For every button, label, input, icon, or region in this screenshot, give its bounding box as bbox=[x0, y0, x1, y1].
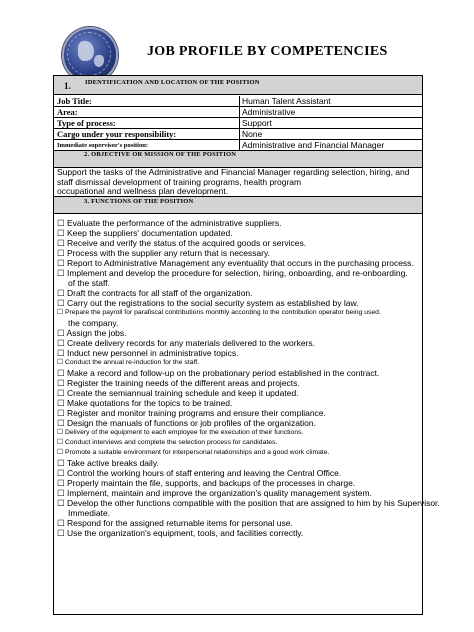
function-text: Implement and develop the procedure for selection, hiring, onboarding, and re-onboarding. bbox=[66, 268, 408, 278]
objective-line: Support the tasks of the Administrative and Financial Manager regarding selection, hiring, and bbox=[57, 167, 410, 177]
function-text: Promote a suitable environment for interpersonal relationships and a good work climate. bbox=[64, 449, 330, 456]
checkbox-bullet-icon: ☐ bbox=[57, 478, 67, 488]
function-text: Make a record and follow-up on the probationary period established in the contract. bbox=[66, 368, 380, 378]
function-item bbox=[57, 308, 381, 318]
function-item bbox=[57, 518, 293, 528]
function-continuation bbox=[68, 278, 110, 288]
function-item bbox=[57, 388, 299, 398]
field-label: Type of process: bbox=[57, 118, 116, 128]
checkbox-bullet-icon: ☐ bbox=[57, 418, 67, 428]
section-title: 3. FUNCTIONS OF THE POSITION bbox=[84, 198, 194, 205]
function-item bbox=[57, 438, 277, 448]
function-text: Immediate. bbox=[68, 508, 111, 518]
checkbox-bullet-icon: ☐ bbox=[57, 238, 67, 248]
checkbox-bullet-icon: ☐ bbox=[57, 518, 67, 528]
function-text: Induct new personnel in administrative topics. bbox=[66, 348, 239, 358]
function-text: Keep the suppliers' documentation updated. bbox=[66, 228, 233, 238]
function-item bbox=[57, 268, 408, 278]
field-label: Area: bbox=[57, 107, 78, 117]
function-item bbox=[57, 418, 316, 428]
field-value: Human Talent Assistant bbox=[242, 96, 331, 106]
function-text: Conduct interviews and complete the selection process for candidates. bbox=[64, 439, 278, 446]
checkbox-bullet-icon: ☐ bbox=[57, 218, 67, 228]
function-text: Control the working hours of staff entering and leaving the Central Office. bbox=[66, 468, 342, 478]
section-identification-header bbox=[53, 75, 423, 95]
field-value: Support bbox=[242, 118, 272, 128]
objective-line: staff dismissal development of training programs, health program bbox=[57, 176, 302, 187]
checkbox-bullet-icon: ☐ bbox=[57, 348, 67, 358]
checkbox-bullet-icon: ☐ bbox=[57, 298, 67, 308]
checkbox-bullet-icon: ☐ bbox=[57, 528, 67, 538]
section-objective-header bbox=[53, 150, 423, 168]
function-continuation bbox=[68, 508, 110, 518]
section-title: IDENTIFICATION AND LOCATION OF THE POSITION bbox=[85, 79, 260, 86]
function-text: Conduct the annual re-induction for the staff. bbox=[64, 359, 199, 366]
function-item bbox=[57, 298, 358, 308]
field-value: Administrative and Financial Manager bbox=[242, 140, 385, 150]
checkbox-bullet-icon: ☐ bbox=[57, 488, 67, 498]
function-text: Implement, maintain and improve the organization's quality management system. bbox=[66, 488, 372, 498]
field-row-cargo bbox=[53, 129, 423, 140]
checkbox-bullet-icon: ☐ bbox=[57, 468, 67, 478]
function-text: Delivery of the equipment to each employee for the execution of their functions. bbox=[64, 429, 304, 436]
checkbox-bullet-icon: ☐ bbox=[57, 288, 67, 298]
function-text: Create the semiannual training schedule and keep it updated. bbox=[66, 388, 299, 398]
function-text: Prepare the payroll for parafiscal contributions monthly according to the contribution operator being used. bbox=[64, 309, 381, 316]
function-text: Carry out the registrations to the social security system as established by law. bbox=[66, 298, 359, 308]
checkbox-bullet-icon: ☐ bbox=[57, 439, 65, 446]
checkbox-bullet-icon: ☐ bbox=[57, 458, 67, 468]
function-continuation bbox=[68, 318, 118, 328]
checkbox-bullet-icon: ☐ bbox=[57, 408, 67, 418]
function-item bbox=[57, 288, 253, 298]
function-item bbox=[57, 478, 355, 488]
function-item bbox=[57, 248, 270, 258]
function-item bbox=[57, 448, 329, 458]
checkbox-bullet-icon: ☐ bbox=[57, 378, 67, 388]
function-text: Draft the contracts for all staff of the organization. bbox=[66, 288, 253, 298]
function-item bbox=[57, 408, 326, 418]
function-text: Make quotations for the topics to be trained. bbox=[66, 398, 233, 408]
checkbox-bullet-icon: ☐ bbox=[57, 359, 65, 366]
function-text: Assign the jobs. bbox=[66, 328, 127, 338]
section-title: 2. OBJECTIVE OR MISSION OF THE POSITION bbox=[84, 151, 237, 158]
checkbox-bullet-icon: ☐ bbox=[57, 258, 67, 268]
checkbox-bullet-icon: ☐ bbox=[57, 368, 67, 378]
function-text: Design the manuals of functions or job profiles of the organization. bbox=[66, 418, 316, 428]
checkbox-bullet-icon: ☐ bbox=[57, 248, 67, 258]
checkbox-bullet-icon: ☐ bbox=[57, 398, 67, 408]
field-row-area bbox=[53, 107, 423, 118]
function-text: Evaluate the performance of the administrative suppliers. bbox=[66, 218, 282, 228]
objective-text bbox=[57, 168, 419, 197]
function-item bbox=[57, 348, 239, 358]
function-text: Register the training needs of the different areas and projects. bbox=[66, 378, 300, 388]
field-row-process-type bbox=[53, 118, 423, 129]
section-functions-header bbox=[53, 196, 423, 214]
function-text: Process with the supplier any return that is necessary. bbox=[66, 248, 270, 258]
checkbox-bullet-icon: ☐ bbox=[57, 498, 67, 508]
checkbox-bullet-icon: ☐ bbox=[57, 328, 67, 338]
checkbox-bullet-icon: ☐ bbox=[57, 228, 67, 238]
function-item bbox=[57, 468, 341, 478]
function-item bbox=[57, 498, 440, 508]
checkbox-bullet-icon: ☐ bbox=[57, 338, 67, 348]
function-item bbox=[57, 368, 379, 378]
checkbox-bullet-icon: ☐ bbox=[57, 268, 67, 278]
function-text: the company. bbox=[68, 318, 119, 328]
page-title: JOB PROFILE BY COMPETENCIES bbox=[147, 44, 388, 59]
function-item bbox=[57, 218, 282, 228]
function-text: Register and monitor training programs and ensure their compliance. bbox=[66, 408, 326, 418]
function-item bbox=[57, 338, 315, 348]
function-item bbox=[57, 238, 306, 248]
function-item bbox=[57, 228, 233, 238]
checkbox-bullet-icon: ☐ bbox=[57, 429, 65, 436]
checkbox-bullet-icon: ☐ bbox=[57, 388, 67, 398]
function-text: of the staff. bbox=[68, 278, 110, 288]
checkbox-bullet-icon: ☐ bbox=[57, 449, 65, 456]
function-item bbox=[57, 328, 127, 338]
function-text: Take active breaks daily. bbox=[66, 458, 159, 468]
function-text: Report to Administrative Management any eventuality that occurs in the purchasing process. bbox=[66, 258, 414, 268]
function-item bbox=[57, 358, 199, 368]
function-text: Develop the other functions compatible with the position that are assigned to him by his Supervisor. bbox=[66, 498, 440, 508]
function-text: Respond for the assigned returnable items for personal use. bbox=[66, 518, 293, 528]
field-label: Immediate supervisor's position: bbox=[57, 142, 148, 149]
function-item bbox=[57, 488, 372, 498]
field-row-job-title bbox=[53, 96, 423, 107]
function-text: Properly maintain the file, supports, and backups of the processes in charge. bbox=[66, 478, 356, 488]
field-value: Administrative bbox=[242, 107, 296, 117]
function-item bbox=[57, 428, 303, 438]
function-text: Create delivery records for any materials delivered to the workers. bbox=[66, 338, 316, 348]
field-label: Cargo under your responsibility: bbox=[57, 129, 177, 139]
objective-line: occupational and wellness plan development. bbox=[57, 186, 229, 196]
function-item bbox=[57, 458, 159, 468]
field-value: None bbox=[242, 129, 263, 139]
function-item bbox=[57, 378, 300, 388]
function-text: Receive and verify the status of the acquired goods or services. bbox=[66, 238, 307, 248]
function-item bbox=[57, 398, 232, 408]
function-item bbox=[57, 528, 303, 538]
checkbox-bullet-icon: ☐ bbox=[57, 309, 65, 316]
function-item bbox=[57, 258, 414, 268]
function-text: Use the organization's equipment, tools, and facilities correctly. bbox=[66, 528, 304, 538]
section-number: 1. bbox=[64, 81, 71, 91]
field-label: Job Title: bbox=[57, 96, 92, 106]
